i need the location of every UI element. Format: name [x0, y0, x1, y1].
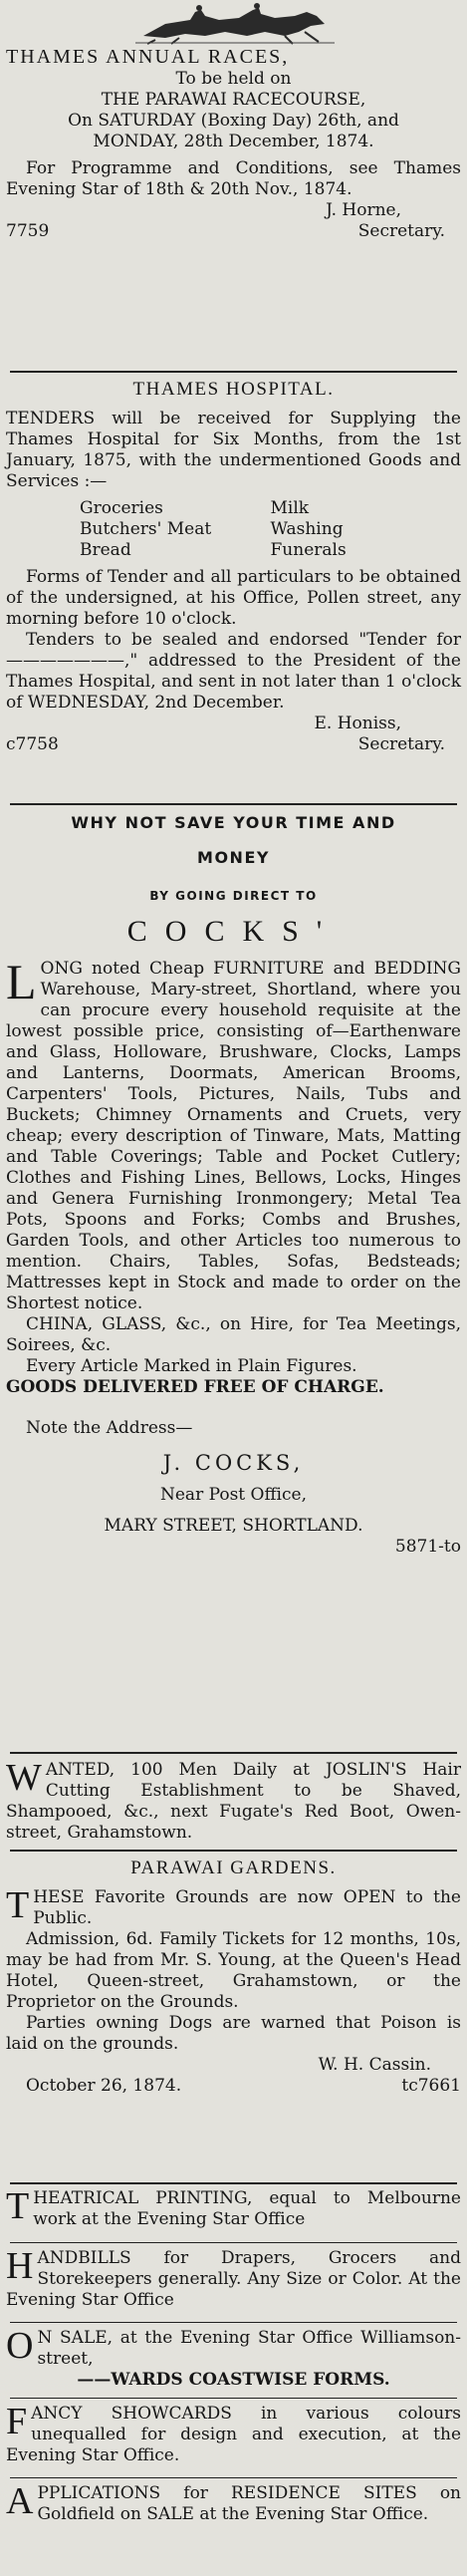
cocks-addr-1: Near Post Office, [160, 1485, 307, 1505]
fancy-body [6, 2401, 461, 2466]
divider [10, 2322, 457, 2323]
onsale-body-text: N SALE, at the Evening Star Office Williamson-street, [37, 2328, 461, 2369]
fancy-body-text: ANCY SHOWCARDS in various colours unequalled for design and execution, at the Evening Star Office. [6, 2404, 461, 2465]
hospital-footer [6, 734, 461, 755]
cocks-addr-name: J. COCKS, [162, 1451, 305, 1475]
handbills-body-text: ANDBILLS for Drapers, Grocers and Storekeepers generally. Any Size or Color. At the Evening Star Office [6, 2248, 461, 2310]
cocks-note: Note the Address— [26, 1418, 193, 1438]
goods-item: Washing [270, 519, 344, 539]
drop-cap: A [6, 2480, 34, 2522]
cocks-plain: Every Article Marked in Plain Figures. [26, 1356, 357, 1376]
joslin-advertisement [6, 1757, 461, 1844]
races-date-1: On SATURDAY (Boxing Day) 26th, and [68, 111, 399, 131]
theatrical-advertisement [6, 2185, 461, 2230]
divider [10, 2182, 457, 2184]
races-date-2: MONDAY, 28th December, 1874. [93, 132, 374, 151]
races-role: Secretary. [357, 221, 445, 241]
cocks-name: COCKS' [126, 915, 341, 948]
theatrical-body-text: HEATRICAL PRINTING, equal to Melbourne work at the Evening Star Office [33, 2188, 461, 2229]
cocks-advertisement [6, 813, 461, 1558]
onsale-body [6, 2325, 461, 2370]
cocks-headline-2: MONEY [197, 848, 270, 867]
races-ref: 7759 [6, 221, 50, 241]
goods-item: Butchers' Meat [80, 519, 212, 539]
gardens-title: PARAWAI GARDENS. [130, 1858, 337, 1878]
cocks-body-text: ONG noted Cheap FURNITURE and BEDDING Warehouse, Mary-street, Shortland, where you can procure every household requisite at the lowest possible price, consisting of—Earthenware and Glass, Holloware, Brushware, Clocks, Lamps and Lanterns, Doormats, American Brooms, Carpenters' Tools, Pictures, Nails, Tubs and Buckets; Chimney Ornaments and Cruets, very cheap; every description of Tinware, Mats, Matting and Table Coverings; Table and Pocket Cutlery; Clothes and Fishing Lines, Bellows, Locks, Hinges and Genera Furnishing Ironmongery; Metal Tea Pots, Spoons and Forks; Combs and Brushes, Garden Tools, and other Articles too numerous to mention. Chairs, Tables, Sofas, Bedsteads; Mattresses kept in Stock and made to order on the Shortest notice. [6, 959, 461, 1313]
applications-body-text: PPLICATIONS for RESIDENCE SITES on Goldfield on SALE at the Evening Star Office. [37, 2483, 461, 2524]
goods-item: Bread [80, 540, 131, 560]
drop-cap: T [6, 1884, 30, 1926]
gardens-signer: W. H. Cassin. [318, 2055, 431, 2075]
hospital-tenders: Tenders to be sealed and endorsed "Tender for———————," addressed to the President of the Thames Hospital, and sent in not later than 1 o'clock of WEDNESDAY, 2nd December. [6, 630, 461, 713]
hospital-ref: c7758 [6, 734, 59, 754]
divider [10, 2242, 457, 2243]
hospital-role: Secretary. [357, 734, 445, 754]
handbills-body [6, 2245, 461, 2311]
divider [10, 371, 457, 373]
gardens-body-text: HESE Favorite Grounds are now OPEN to the Public. [33, 1887, 461, 1928]
hospital-signer: E. Honiss, [314, 714, 401, 733]
cocks-goods: GOODS DELIVERED FREE OF CHARGE. [6, 1377, 384, 1397]
cocks-headline: WHY NOT SAVE YOUR TIME AND [71, 813, 396, 832]
goods-item: Milk [270, 498, 310, 518]
gardens-body [6, 1884, 461, 1929]
cocks-body [6, 954, 461, 1314]
races-advertisement [6, 46, 461, 242]
divider [10, 1752, 457, 1754]
drop-cap: W [6, 1757, 42, 1799]
divider [10, 1850, 457, 1852]
races-signer: J. Horne, [326, 200, 401, 220]
gardens-footer [6, 2076, 461, 2097]
divider [10, 2477, 457, 2478]
divider [10, 2398, 457, 2399]
races-title: THAMES ANNUAL RACES, [6, 46, 290, 68]
onsale-advertisement [6, 2325, 461, 2391]
goods-item: Groceries [80, 498, 163, 518]
cocks-ref: 5871-to [394, 1537, 461, 1557]
cocks-china: CHINA, GLASS, &c., on Hire, for Tea Meetings, Soirees, &c. [6, 1314, 461, 1355]
hospital-body: TENDERS will be received for Supplying the Thames Hospital for Six Months, from the 1st January, 1875, with the undermentioned Goods and Services :— [6, 409, 461, 491]
racehorse-engraving [135, 2, 335, 46]
handbills-advertisement [6, 2245, 461, 2311]
drop-cap: F [6, 2401, 28, 2442]
onsale-forms: ——WARDS COASTWISE FORMS. [77, 2370, 390, 2390]
applications-body [6, 2480, 461, 2525]
hospital-goods [6, 498, 461, 561]
cocks-subhead: BY GOING DIRECT TO [149, 889, 318, 903]
fancy-advertisement [6, 2401, 461, 2466]
gardens-date: October 26, 1874. [26, 2076, 182, 2096]
gardens-dogs: Parties owning Dogs are warned that Poison is laid on the grounds. [6, 2013, 461, 2054]
drop-cap: L [6, 954, 37, 1009]
gardens-advertisement [6, 1858, 461, 2097]
theatrical-body [6, 2185, 461, 2230]
cocks-addr-2: MARY STREET, SHORTLAND. [104, 1516, 363, 1536]
races-body: For Programme and Conditions, see Thames Evening Star of 18th & 20th Nov., 1874. [6, 158, 461, 199]
gardens-admission: Admission, 6d. Family Tickets for 12 months, 10s, may be had from Mr. S. Young, at the Queen's Head Hotel, Queen-street, Grahamstown, or the Proprietor on the Grounds. [6, 1929, 461, 2012]
drop-cap: O [6, 2325, 34, 2367]
joslin-body-text: ANTED, 100 Men Daily at JOSLIN'S Hair Cutting Establishment to be Shaved, Shampooed, &c., next Fugate's Red Boot, Owen-street, Grahamstown. [6, 1760, 461, 1843]
divider [10, 803, 457, 805]
drop-cap: T [6, 2185, 30, 2227]
gardens-ref: tc7661 [401, 2076, 461, 2096]
drop-cap: H [6, 2245, 34, 2287]
races-footer [6, 221, 461, 242]
hospital-advertisement [6, 379, 461, 755]
goods-item: Funerals [270, 540, 347, 560]
races-line-1: To be held on [175, 69, 292, 89]
hospital-title: THAMES HOSPITAL. [132, 379, 335, 400]
applications-advertisement [6, 2480, 461, 2525]
joslin-body [6, 1757, 461, 1844]
races-venue: THE PARAWAI RACECOURSE, [101, 90, 366, 110]
hospital-forms: Forms of Tender and all particulars to be obtained of the undersigned, at his Office, Pollen street, any morning before 10 o'clock. [6, 567, 461, 629]
